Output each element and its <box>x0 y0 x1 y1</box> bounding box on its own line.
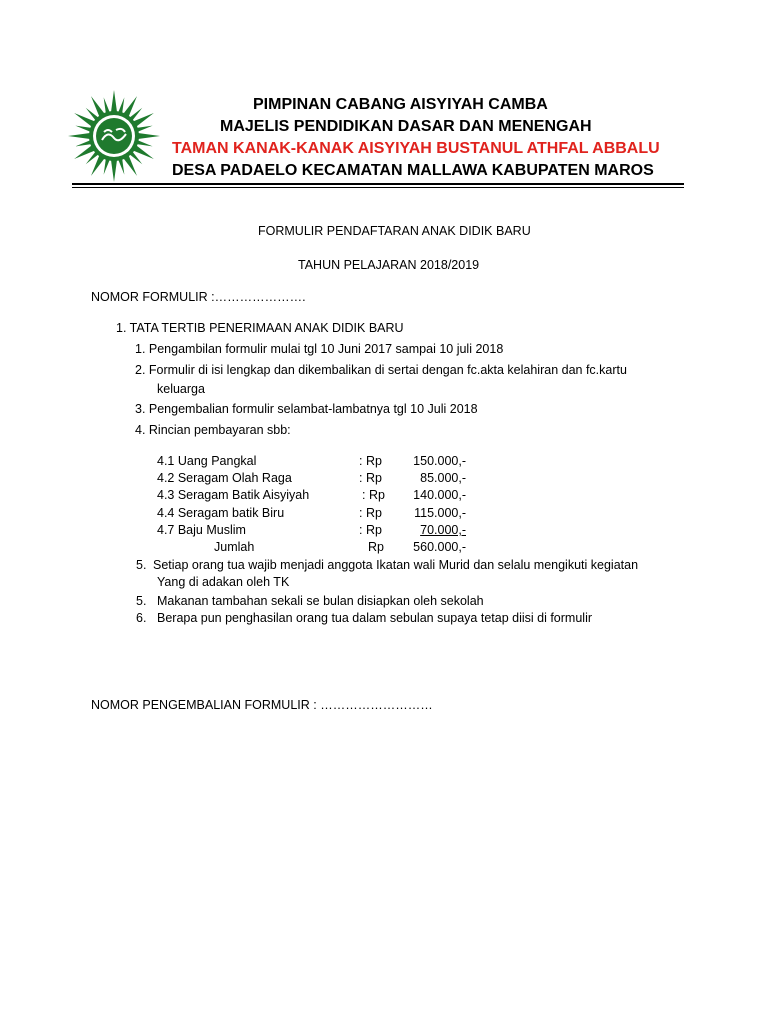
aisyiyah-logo <box>66 88 162 184</box>
payment-label: 4.7 Baju Muslim <box>157 523 246 537</box>
form-title: FORMULIR PENDAFTARAN ANAK DIDIK BARU <box>258 224 531 238</box>
section-heading: 1. TATA TERTIB PENERIMAAN ANAK DIDIK BARU <box>116 321 404 335</box>
nomor-formulir: NOMOR FORMULIR :…………………. <box>91 290 306 304</box>
payment-currency: : Rp <box>359 523 382 537</box>
payment-currency: : Rp <box>359 506 382 520</box>
payment-amount: 150.000,- <box>413 454 466 468</box>
payment-amount: 70.000,- <box>420 523 466 537</box>
payment-total-currency: Rp <box>368 540 384 554</box>
rule-item: 1. Pengambilan formulir mulai tgl 10 Juni 2017 sampai 10 juli 2018 <box>135 342 504 356</box>
rule-text: Berapa pun penghasilan orang tua dalam sebulan supaya tetap diisi di formulir <box>157 611 593 625</box>
payment-currency: : Rp <box>359 454 382 468</box>
rule-item-continued: keluarga <box>157 382 205 396</box>
letterhead-line3: TAMAN KANAK-KANAK AISYIYAH BUSTANUL ATHFAL ABBALU <box>172 140 660 157</box>
payment-label: 4.3 Seragam Batik Aisyiyah <box>157 488 310 502</box>
rule-number: 5. <box>136 558 147 572</box>
payment-label: 4.1 Uang Pangkal <box>157 454 257 468</box>
rule-number: 6. <box>136 611 147 625</box>
rule-item: 3. Pengembalian formulir selambat-lambatnya tgl 10 Juli 2018 <box>135 402 478 416</box>
payment-currency: : Rp <box>362 488 385 502</box>
payment-label: 4.4 Seragam batik Biru <box>157 506 285 520</box>
payment-amount: 140.000,- <box>413 488 466 502</box>
letterhead-line1: PIMPINAN CABANG AISYIYAH CAMBA <box>253 96 548 113</box>
rule-text: Setiap orang tua wajib menjadi anggota Ikatan wali Murid dan selalu mengikuti kegiatan <box>153 558 639 572</box>
payment-total-amount: 560.000,- <box>413 540 466 554</box>
form-year: TAHUN PELAJARAN 2018/2019 <box>298 258 480 272</box>
letterhead-line4: DESA PADAELO KECAMATAN MALLAWA KABUPATEN MAROS <box>172 162 654 179</box>
letterhead-divider-thin <box>72 187 684 188</box>
payment-label: 4.2 Seragam Olah Raga <box>157 471 292 485</box>
rule-item: 2. Formulir di isi lengkap dan dikembalikan di sertai dengan fc.akta kelahiran dan fc.kartu <box>135 363 627 377</box>
rule-number: 5. <box>136 594 147 608</box>
payment-amount: 85.000,- <box>420 471 466 485</box>
rule-text: Makanan tambahan sekali se bulan disiapkan oleh sekolah <box>157 594 484 608</box>
payment-amount: 115.000,- <box>414 506 466 520</box>
nomor-pengembalian: NOMOR PENGEMBALIAN FORMULIR : ……………………… <box>91 698 433 712</box>
payment-currency: : Rp <box>359 471 382 485</box>
rule-item: 4. Rincian pembayaran sbb: <box>135 423 291 437</box>
letterhead-divider <box>72 183 684 185</box>
letterhead-line2: MAJELIS PENDIDIKAN DASAR DAN MENENGAH <box>220 118 592 135</box>
rule-text-continued: Yang di adakan oleh TK <box>157 575 290 589</box>
payment-total-label: Jumlah <box>214 540 255 554</box>
